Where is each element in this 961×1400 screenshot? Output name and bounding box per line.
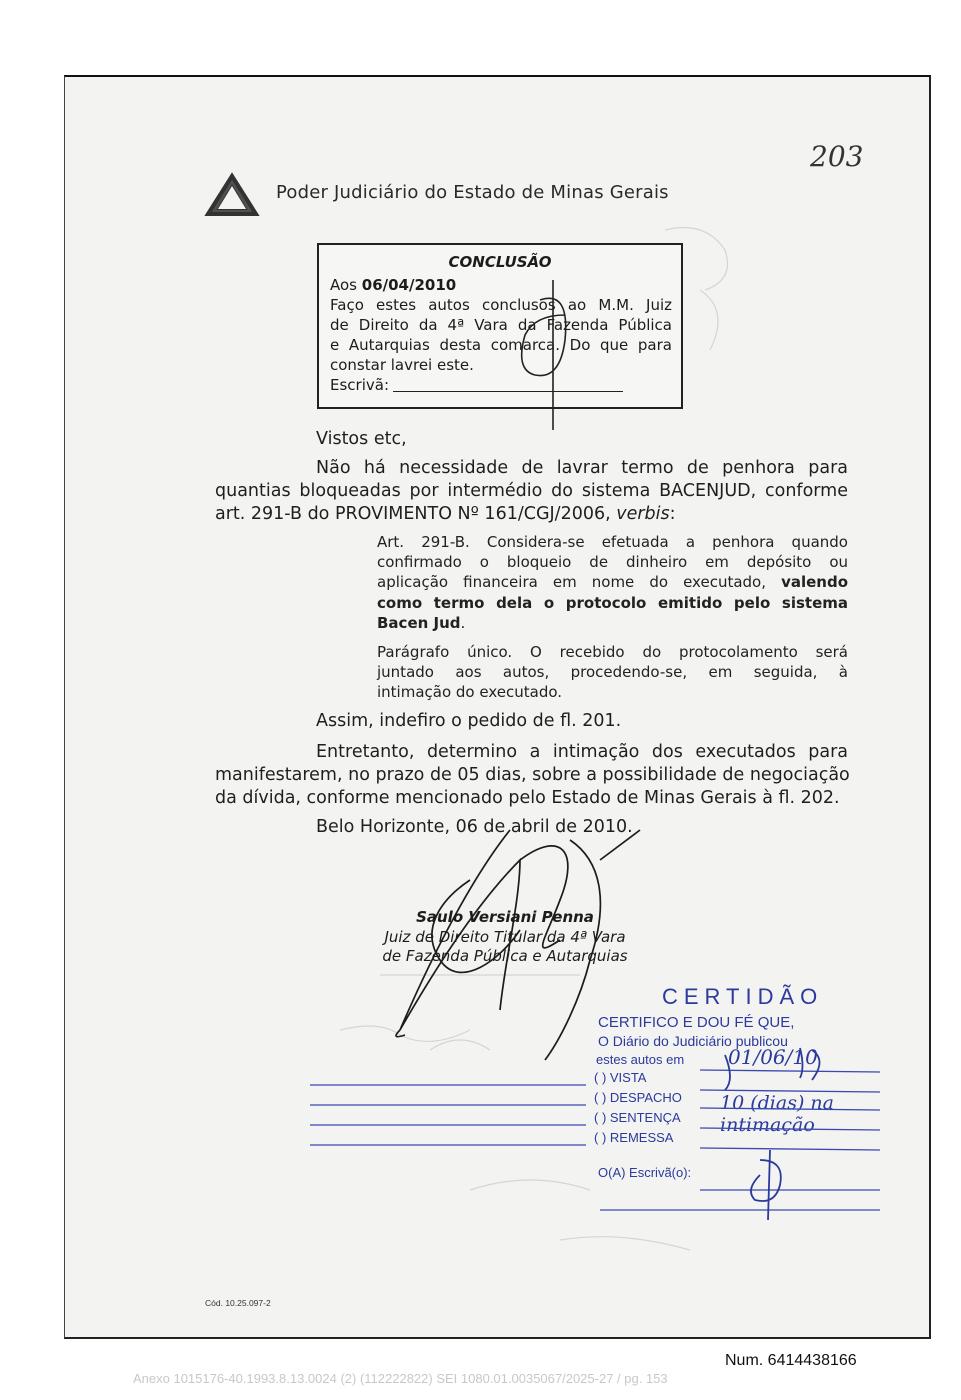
certidao-line: CERTIFICO E DOU FÉ QUE, — [598, 1014, 795, 1031]
conclusao-line: e Autarquias desta comarca. Do que para — [330, 336, 672, 354]
paragraph-text: art. 291-B do PROVIMENTO Nº 161/CGJ/2006, — [215, 504, 617, 524]
paragraph-line: quantias bloqueadas por intermédio do sistema BACENJUD, conforme — [215, 481, 848, 501]
certidao-stamp-title: CERTIDÃO — [662, 984, 824, 1009]
quote-line: intimação do executado. — [377, 683, 563, 701]
quote-text: aplicação financeira em nome do executado, — [377, 573, 782, 591]
conclusao-box — [317, 243, 683, 409]
quote-bold-text: valendo — [781, 573, 848, 591]
conclusao-line: constar lavrei este. — [330, 356, 474, 374]
conclusao-line: de Direito da 4ª Vara da Fazenda Pública — [330, 316, 672, 334]
certidao-handwritten-date: 01/06/10 — [728, 1045, 818, 1069]
form-code: Cód. 10.25.097-2 — [205, 1298, 271, 1308]
paragraph-line: Não há necessidade de lavrar termo de penhora para — [316, 458, 848, 478]
quote-line: Art. 291-B. Considera-se efetuada a penhora quando — [377, 533, 848, 551]
quote-line — [377, 593, 848, 614]
court-logo-icon — [200, 172, 270, 222]
quote-line: juntado aos autos, procedendo-se, em seguida, à — [377, 663, 848, 681]
conclusao-date-prefix: Aos — [330, 276, 362, 294]
paragraph-line: da dívida, conforme mencionado pelo Estado de Minas Gerais à fl. 202. — [215, 788, 840, 808]
signer-role: Juiz de Direito Titular da 4ª Vara — [384, 928, 626, 946]
quote-line: confirmado o bloqueio de dinheiro em depósito ou — [377, 553, 848, 571]
certidao-line: ( ) VISTA — [594, 1070, 647, 1085]
quote-line: Parágrafo único. O recebido do protocolamento será — [377, 643, 848, 661]
signer-name: Saulo Versiani Penna — [416, 908, 594, 926]
paragraph-text: : — [669, 504, 676, 524]
quote-line — [377, 572, 848, 593]
quote-bold-text: como termo dela o protocolo emitido pelo sistema — [377, 594, 848, 612]
certidao-line: O(A) Escrivã(o): — [598, 1165, 692, 1180]
escriva-label: Escrivã: — [330, 376, 389, 394]
certidao-handwritten-note: 10 (dias) na intimação — [720, 1092, 834, 1136]
letterhead-title: Poder Judiciário do Estado de Minas Gerais — [276, 182, 669, 203]
greeting: Vistos etc, — [316, 429, 407, 449]
paragraph-line: Assim, indefiro o pedido de fl. 201. — [316, 711, 622, 731]
verbis-text: verbis — [616, 504, 670, 524]
paragraph-line: Entretanto, determino a intimação dos executados para — [316, 742, 848, 762]
conclusao-line: Faço estes autos conclusos ao M.M. Juiz — [330, 296, 672, 314]
certidao-line: ( ) DESPACHO — [594, 1090, 682, 1105]
certidao-line: ( ) REMESSA — [594, 1130, 674, 1145]
quote-bold-text: Bacen Jud — [377, 614, 461, 632]
conclusao-date: 06/04/2010 — [361, 276, 457, 294]
certidao-line: ( ) SENTENÇA — [594, 1110, 681, 1125]
escriva-signature-line — [393, 391, 623, 392]
paragraph-line: manifestarem, no prazo de 05 dias, sobre a possibilidade de negociação — [215, 765, 850, 785]
paragraph-line — [215, 503, 676, 526]
document-meta: Anexo 1015176-40.1993.8.13.0024 (2) (112222822) SEI 1080.01.0035067/2025-27 / pg. 153 — [133, 1371, 668, 1386]
escriva-line — [330, 375, 672, 395]
quote-line — [377, 613, 848, 634]
handwritten-page-number: 203 — [810, 140, 864, 173]
conclusao-date-line — [330, 275, 672, 295]
quote-text: . — [460, 614, 466, 632]
certidao-line: O Diário do Judiciário publicou — [598, 1033, 788, 1049]
signer-role: de Fazenda Pública e Autarquias — [382, 947, 628, 965]
conclusao-title: CONCLUSÃO — [448, 253, 552, 271]
certidao-line: estes autos em — [596, 1052, 685, 1067]
place-date: Belo Horizonte, 06 de abril de 2010. — [316, 817, 633, 837]
document-number: Num. 6414438166 — [725, 1352, 857, 1369]
